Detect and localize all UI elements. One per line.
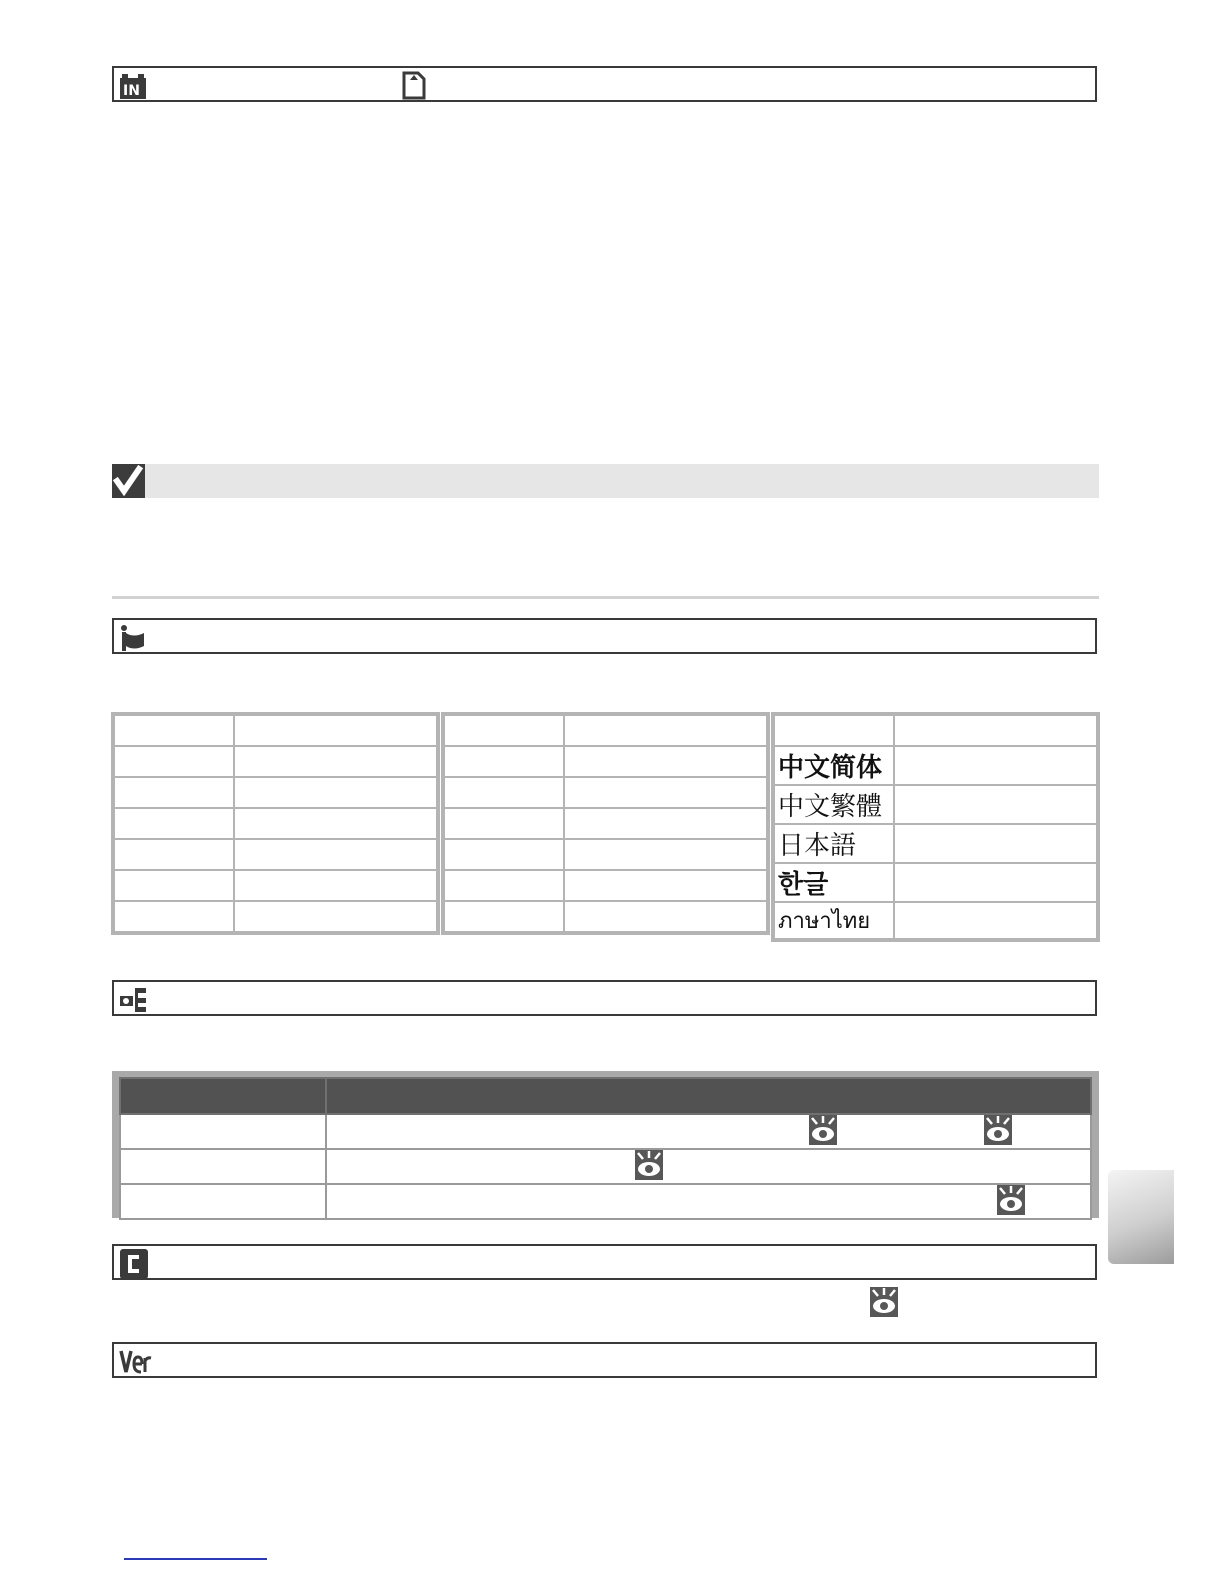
interface-icon [119, 985, 149, 1015]
see-page-eye-icon [984, 1115, 1012, 1145]
table-cell [114, 746, 234, 777]
note-icon-box [112, 464, 145, 498]
table-row [774, 785, 1097, 824]
table-cell [894, 715, 1097, 746]
table-cell [564, 901, 767, 932]
table-cell [894, 863, 1097, 902]
table-row [444, 808, 767, 839]
note-header-bar [112, 464, 1099, 498]
table-cell [444, 870, 564, 901]
language-simplified-chinese: 中文简体 [774, 746, 894, 785]
table-row [114, 746, 437, 777]
table-cell [120, 1184, 326, 1219]
section-divider [112, 596, 1099, 599]
memory-header-bar [112, 66, 1097, 102]
table-cell [326, 1149, 1091, 1184]
table-row [444, 777, 767, 808]
version-header-bar [112, 1342, 1097, 1378]
svg-text:IN: IN [123, 83, 140, 99]
table-cell [894, 785, 1097, 824]
interface-header-bar [112, 980, 1097, 1016]
table-cell [564, 808, 767, 839]
table-cell [326, 1114, 1091, 1149]
table-cell [120, 1114, 326, 1149]
table-cell [234, 808, 437, 839]
see-page-eye-icon [997, 1185, 1025, 1215]
table-cell [234, 870, 437, 901]
language-japanese: 日本語 [774, 824, 894, 863]
flag-icon [120, 624, 148, 652]
table-cell [114, 839, 234, 870]
see-page-eye-icon [809, 1115, 837, 1145]
language-table-1 [113, 714, 438, 933]
table-row [444, 746, 767, 777]
interface-table [119, 1077, 1092, 1220]
table-cell [444, 777, 564, 808]
interface-options-table [112, 1071, 1099, 1218]
table-row [774, 824, 1097, 863]
language-thai: ภาษาไทย [774, 902, 894, 939]
table-row [774, 863, 1097, 902]
table-row [114, 715, 437, 746]
table-cell [444, 715, 564, 746]
language-traditional-chinese: 中文繁體 [774, 785, 894, 824]
table-row [114, 808, 437, 839]
table-cell [234, 839, 437, 870]
table-cell [234, 901, 437, 932]
table-cell [894, 746, 1097, 785]
table-cell [234, 715, 437, 746]
table-row [444, 839, 767, 870]
table-row [774, 715, 1097, 746]
language-header-bar [112, 618, 1097, 654]
table-row [120, 1184, 1091, 1219]
table-cell [444, 808, 564, 839]
language-table-2 [443, 714, 768, 933]
table-row [114, 901, 437, 932]
table-cell [444, 746, 564, 777]
table-cell [564, 839, 767, 870]
table-cell [114, 808, 234, 839]
version-icon [119, 1348, 153, 1376]
table-row [114, 839, 437, 870]
table-header [120, 1078, 326, 1114]
table-header-row [120, 1078, 1091, 1114]
table-cell [774, 715, 894, 746]
table-cell [564, 746, 767, 777]
table-cell [114, 777, 234, 808]
table-row [444, 715, 767, 746]
table-row [120, 1149, 1091, 1184]
table-row [114, 777, 437, 808]
reset-header-bar [112, 1244, 1097, 1280]
footer-link-underline[interactable] [124, 1558, 267, 1560]
see-page-eye-icon [635, 1150, 663, 1180]
table-row [774, 746, 1097, 785]
table-cell [564, 715, 767, 746]
table-row [774, 902, 1097, 939]
table-row [444, 870, 767, 901]
see-page-eye-icon [870, 1287, 898, 1317]
table-cell [120, 1149, 326, 1184]
language-korean: 한글 [774, 863, 894, 902]
chapter-side-tab [1108, 1170, 1174, 1264]
table-cell [894, 902, 1097, 939]
table-cell [114, 715, 234, 746]
table-row [444, 901, 767, 932]
language-table-3 [773, 714, 1098, 940]
table-cell [564, 777, 767, 808]
memory-card-icon [401, 70, 427, 100]
table-cell [326, 1184, 1091, 1219]
table-cell [234, 746, 437, 777]
internal-memory-icon [120, 74, 146, 99]
table-cell [234, 777, 437, 808]
table-row [114, 870, 437, 901]
checkmark-icon [112, 464, 145, 498]
table-cell [564, 870, 767, 901]
table-cell [444, 901, 564, 932]
table-cell [894, 824, 1097, 863]
table-header [326, 1078, 1091, 1114]
table-row [120, 1114, 1091, 1149]
reset-c-icon [120, 1249, 148, 1279]
table-cell [444, 839, 564, 870]
table-cell [114, 901, 234, 932]
table-cell [114, 870, 234, 901]
